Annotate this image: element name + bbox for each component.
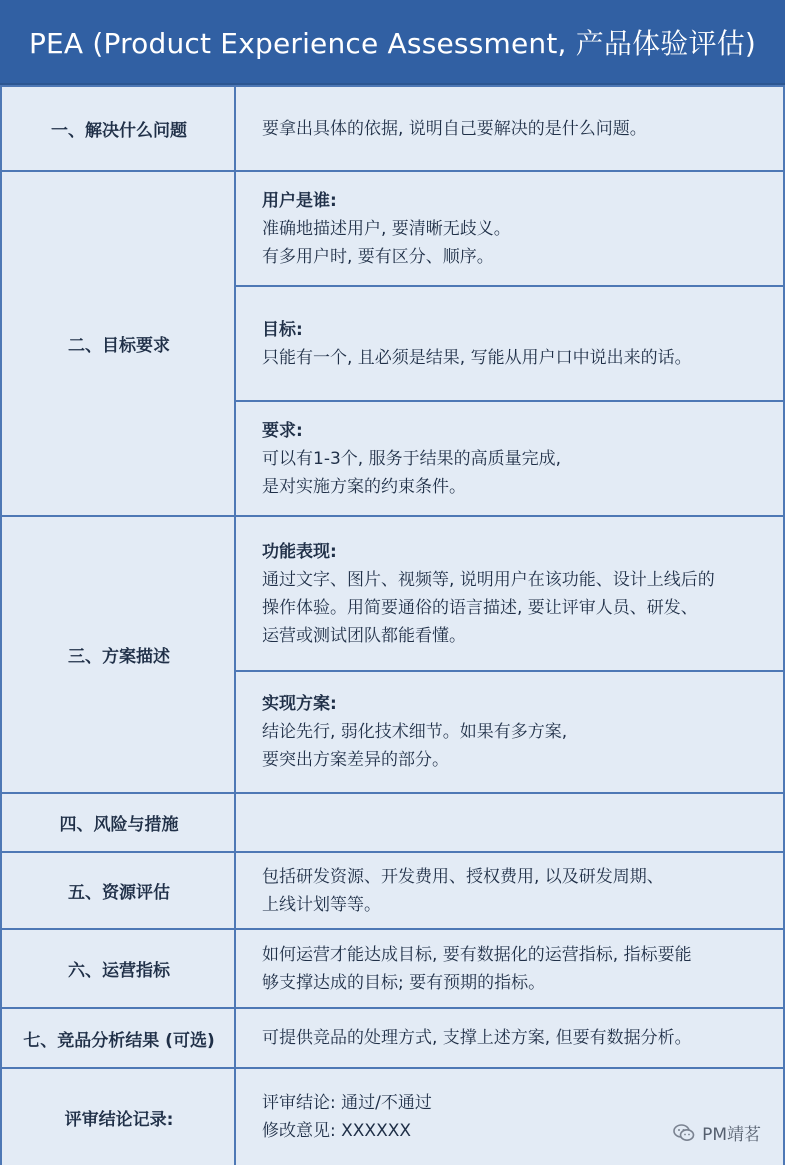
review-line-2: 修改意见: XXXXXX <box>262 1121 412 1141</box>
page-title: PEA (Product Experience Assessment, 产品体验评估) <box>0 0 785 85</box>
metrics-line-2: 够支撑达成的目标; 要有预期的指标。 <box>262 972 546 993</box>
review-line-1: 评审结论: 通过/不通过 <box>262 1093 432 1113</box>
row-content-metrics <box>234 928 785 1007</box>
goal-line-1: 只能有一个, 且必须是结果, 写能从用户口中说出来的话。 <box>262 347 692 368</box>
goal-title: 目标: <box>262 319 303 340</box>
func-line-2: 操作体验。用简要通俗的语言描述, 要让评审人员、研发、 <box>262 597 698 618</box>
users-line-2: 有多用户时, 要有区分、顺序。 <box>262 246 494 267</box>
func-line-1: 通过文字、图片、视频等, 说明用户在该功能、设计上线后的 <box>262 569 715 590</box>
impl-title: 实现方案: <box>262 694 337 714</box>
pea-table <box>0 85 785 1165</box>
subcell-requirements <box>234 400 785 515</box>
impl-line-1: 结论先行, 弱化技术细节。如果有多方案, <box>262 722 568 742</box>
watermark <box>672 1120 761 1145</box>
subcell-function <box>234 515 785 670</box>
row-label-goals: 二、目标要求 <box>0 170 236 515</box>
wechat-icon <box>672 1121 696 1145</box>
row-content-review <box>234 1067 785 1165</box>
users-title: 用户是谁: <box>262 190 337 211</box>
row-label-competitors: 七、竞品分析结果 (可选) <box>0 1007 236 1067</box>
subcell-goal <box>234 285 785 400</box>
row-content-problem <box>234 85 785 170</box>
row-content-competitors <box>234 1007 785 1067</box>
row-label-metrics: 六、运营指标 <box>0 928 236 1007</box>
func-line-3: 运营或测试团队都能看懂。 <box>262 625 466 646</box>
competitors-text: 可提供竞品的处理方式, 支撑上述方案, 但要有数据分析。 <box>262 1028 692 1048</box>
func-title: 功能表现: <box>262 541 337 562</box>
subcell-users <box>234 170 785 285</box>
subcell-implementation <box>234 670 785 792</box>
row-label-resources: 五、资源评估 <box>0 851 236 928</box>
row-content-risks <box>234 792 785 851</box>
row-label-review: 评审结论记录: <box>0 1067 236 1165</box>
resources-line-1: 包括研发资源、开发费用、授权费用, 以及研发周期、 <box>262 866 664 887</box>
watermark-text: PM靖茗 <box>702 1125 761 1145</box>
users-line-1: 准确地描述用户, 要清晰无歧义。 <box>262 218 511 239</box>
req-line-2: 是对实施方案的约束条件。 <box>262 476 466 497</box>
req-title: 要求: <box>262 420 303 441</box>
row-label-solution: 三、方案描述 <box>0 515 236 792</box>
impl-line-2: 要突出方案差异的部分。 <box>262 750 449 770</box>
resources-line-2: 上线计划等等。 <box>262 894 381 915</box>
row-label-problem: 一、解决什么问题 <box>0 85 236 170</box>
req-line-1: 可以有1-3个, 服务于结果的高质量完成, <box>262 448 561 469</box>
metrics-line-1: 如何运营才能达成目标, 要有数据化的运营指标, 指标要能 <box>262 944 692 965</box>
row-content-resources <box>234 851 785 928</box>
problem-text: 要拿出具体的依据, 说明自己要解决的是什么问题。 <box>262 118 647 139</box>
row-label-risks: 四、风险与措施 <box>0 792 236 851</box>
